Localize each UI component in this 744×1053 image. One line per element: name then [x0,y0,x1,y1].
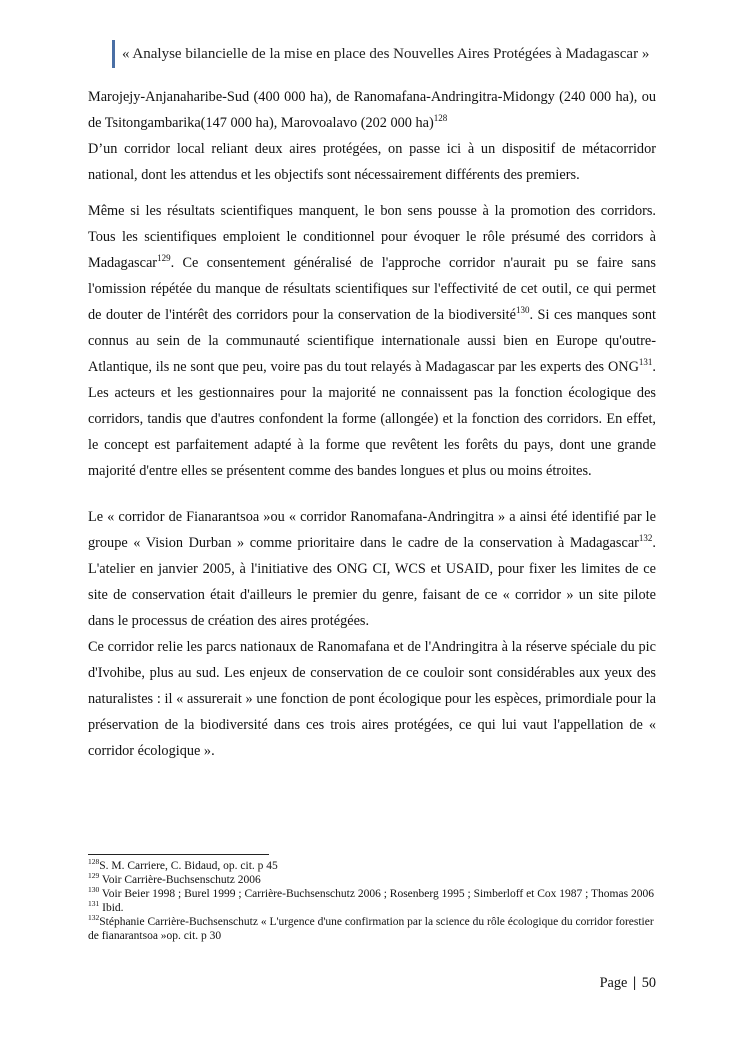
footnote-ref[interactable]: 128 [433,113,448,124]
footnote-number: 128 [88,857,100,867]
footnote-separator [88,854,269,855]
footnote: $^{131}$ Ibid. [88,899,124,914]
footnote: $^{132}$Stéphanie Carrière-Buchsenschutz « L'urgence d'une confirmation par la science du rôle écologique du corridor forestier de fianarantsoa »op. cit. p 30 [88,913,654,942]
footnote: $^{129}$ Voir Carrière-Buchsenschutz 2006 [88,871,261,886]
footnotes [88,859,656,943]
paragraph: D’un corridor local reliant deux aires protégées, on passe ici à un dispositif de métacorridor national, dont les attendus et les objectifs sont nécessairement différents des premiers. [88,141,656,183]
paragraph: Ce corridor relie les parcs nationaux de Ranomafana et de l'Andringitra à la réserve spéciale du pic d'Ivohibe, plus au sud. Les enjeux de conservation de ce couloir sont considérables aux yeux des naturalistes : il « assurerait » une fonction de pont écologique pour les espèces, primordiale pour la préservation de la biodiversité dans ces trois aires protégées, ce qui lui vaut l'appellation de « corridor écologique ». [88,639,656,759]
footnote-number: 131 [88,899,100,909]
page-number [600,971,656,995]
footnote-number: 132 [88,913,100,923]
paragraph: Le « corridor de Fianarantsoa »ou « corridor Ranomafana-Andringitra » a ainsi été identifié par le groupe « Vision Durban » comme prioritaire dans le cadre de la conservation à Madagascar$^{132}$. L'atelier en janvier 2005, à l'initiative des ONG CI, WCS et USAID, pour fixer les limites de ce site de conservation était d'ailleurs le premier du genre, faisant de ce « corridor » un site pilote dans le processus de création des aires protégées. [88,509,656,629]
footnote-ref[interactable]: 131 [638,357,653,368]
header-title: « Analyse bilancielle de la mise en place des Nouvelles Aires Protégées à Madagascar » [122,46,650,62]
footnote-ref[interactable]: 129 [157,253,171,264]
paragraph: Marojejy-Anjanaharibe-Sud (400 000 ha), de Ranomafana-Andringitra-Midongy (240 000 ha), ou de Tsitongambarika(147 000 ha), Marovoalavo (202 000 ha)$^{128}$ [88,89,656,131]
footnote-ref[interactable]: 130 [515,305,530,316]
main-text [88,84,656,764]
page-separator: | [632,975,637,991]
footnote: $^{130}$ Voir Beier 1998 ; Burel 1999 ; Carrière-Buchsenschutz 2006 ; Rosenberg 1995 ; Simberloff et Cox 1987 ; Thomas 2006 [88,885,654,900]
page-label: Page [599,975,628,991]
footnote: $^{128}$S. M. Carriere, C. Bidaud, op. cit. p 45 [88,857,278,872]
footnote-number: 129 [88,871,100,881]
footnote-ref[interactable]: 132 [638,533,653,544]
page-value: 50 [641,975,656,991]
paragraph: Même si les résultats scientifiques manquent, le bon sens pousse à la promotion des corridors. Tous les scientifiques emploient le conditionnel pour évoquer le rôle présumé des corridors à Madagascar$^{129}$. Ce consentement généralisé de l'approche corridor n'aurait pu se faire sans l'omission répétée du manque de résultats scientifiques sur l'effectivité de cet outil, ce qui permet de douter de l'intérêt des corridors pour la conservation de la biodiversité$^{130}$. Si ces manques sont connus au sein de la communauté scientifique internationale aussi bien en Europe qu'outre-Atlantique, ils ne sont que peu, voire pas du tout relayés à Madagascar par les experts des ONG$^{131}$. Les acteurs et les gestionnaires pour la majorité ne connaissent pas la fonction écologique des corridors, tandis que d'autres confondent la forme (allongée) et la fonction des corridors. En effet, le concept est parfaitement adapté à la forme que revêtent les forêts du pays, dont une grande majorité d'entre elles se présentent comme des bandes longues et plus ou moins étroites. [88,203,656,479]
running-header [112,40,649,68]
footnote-number: 130 [88,885,100,895]
